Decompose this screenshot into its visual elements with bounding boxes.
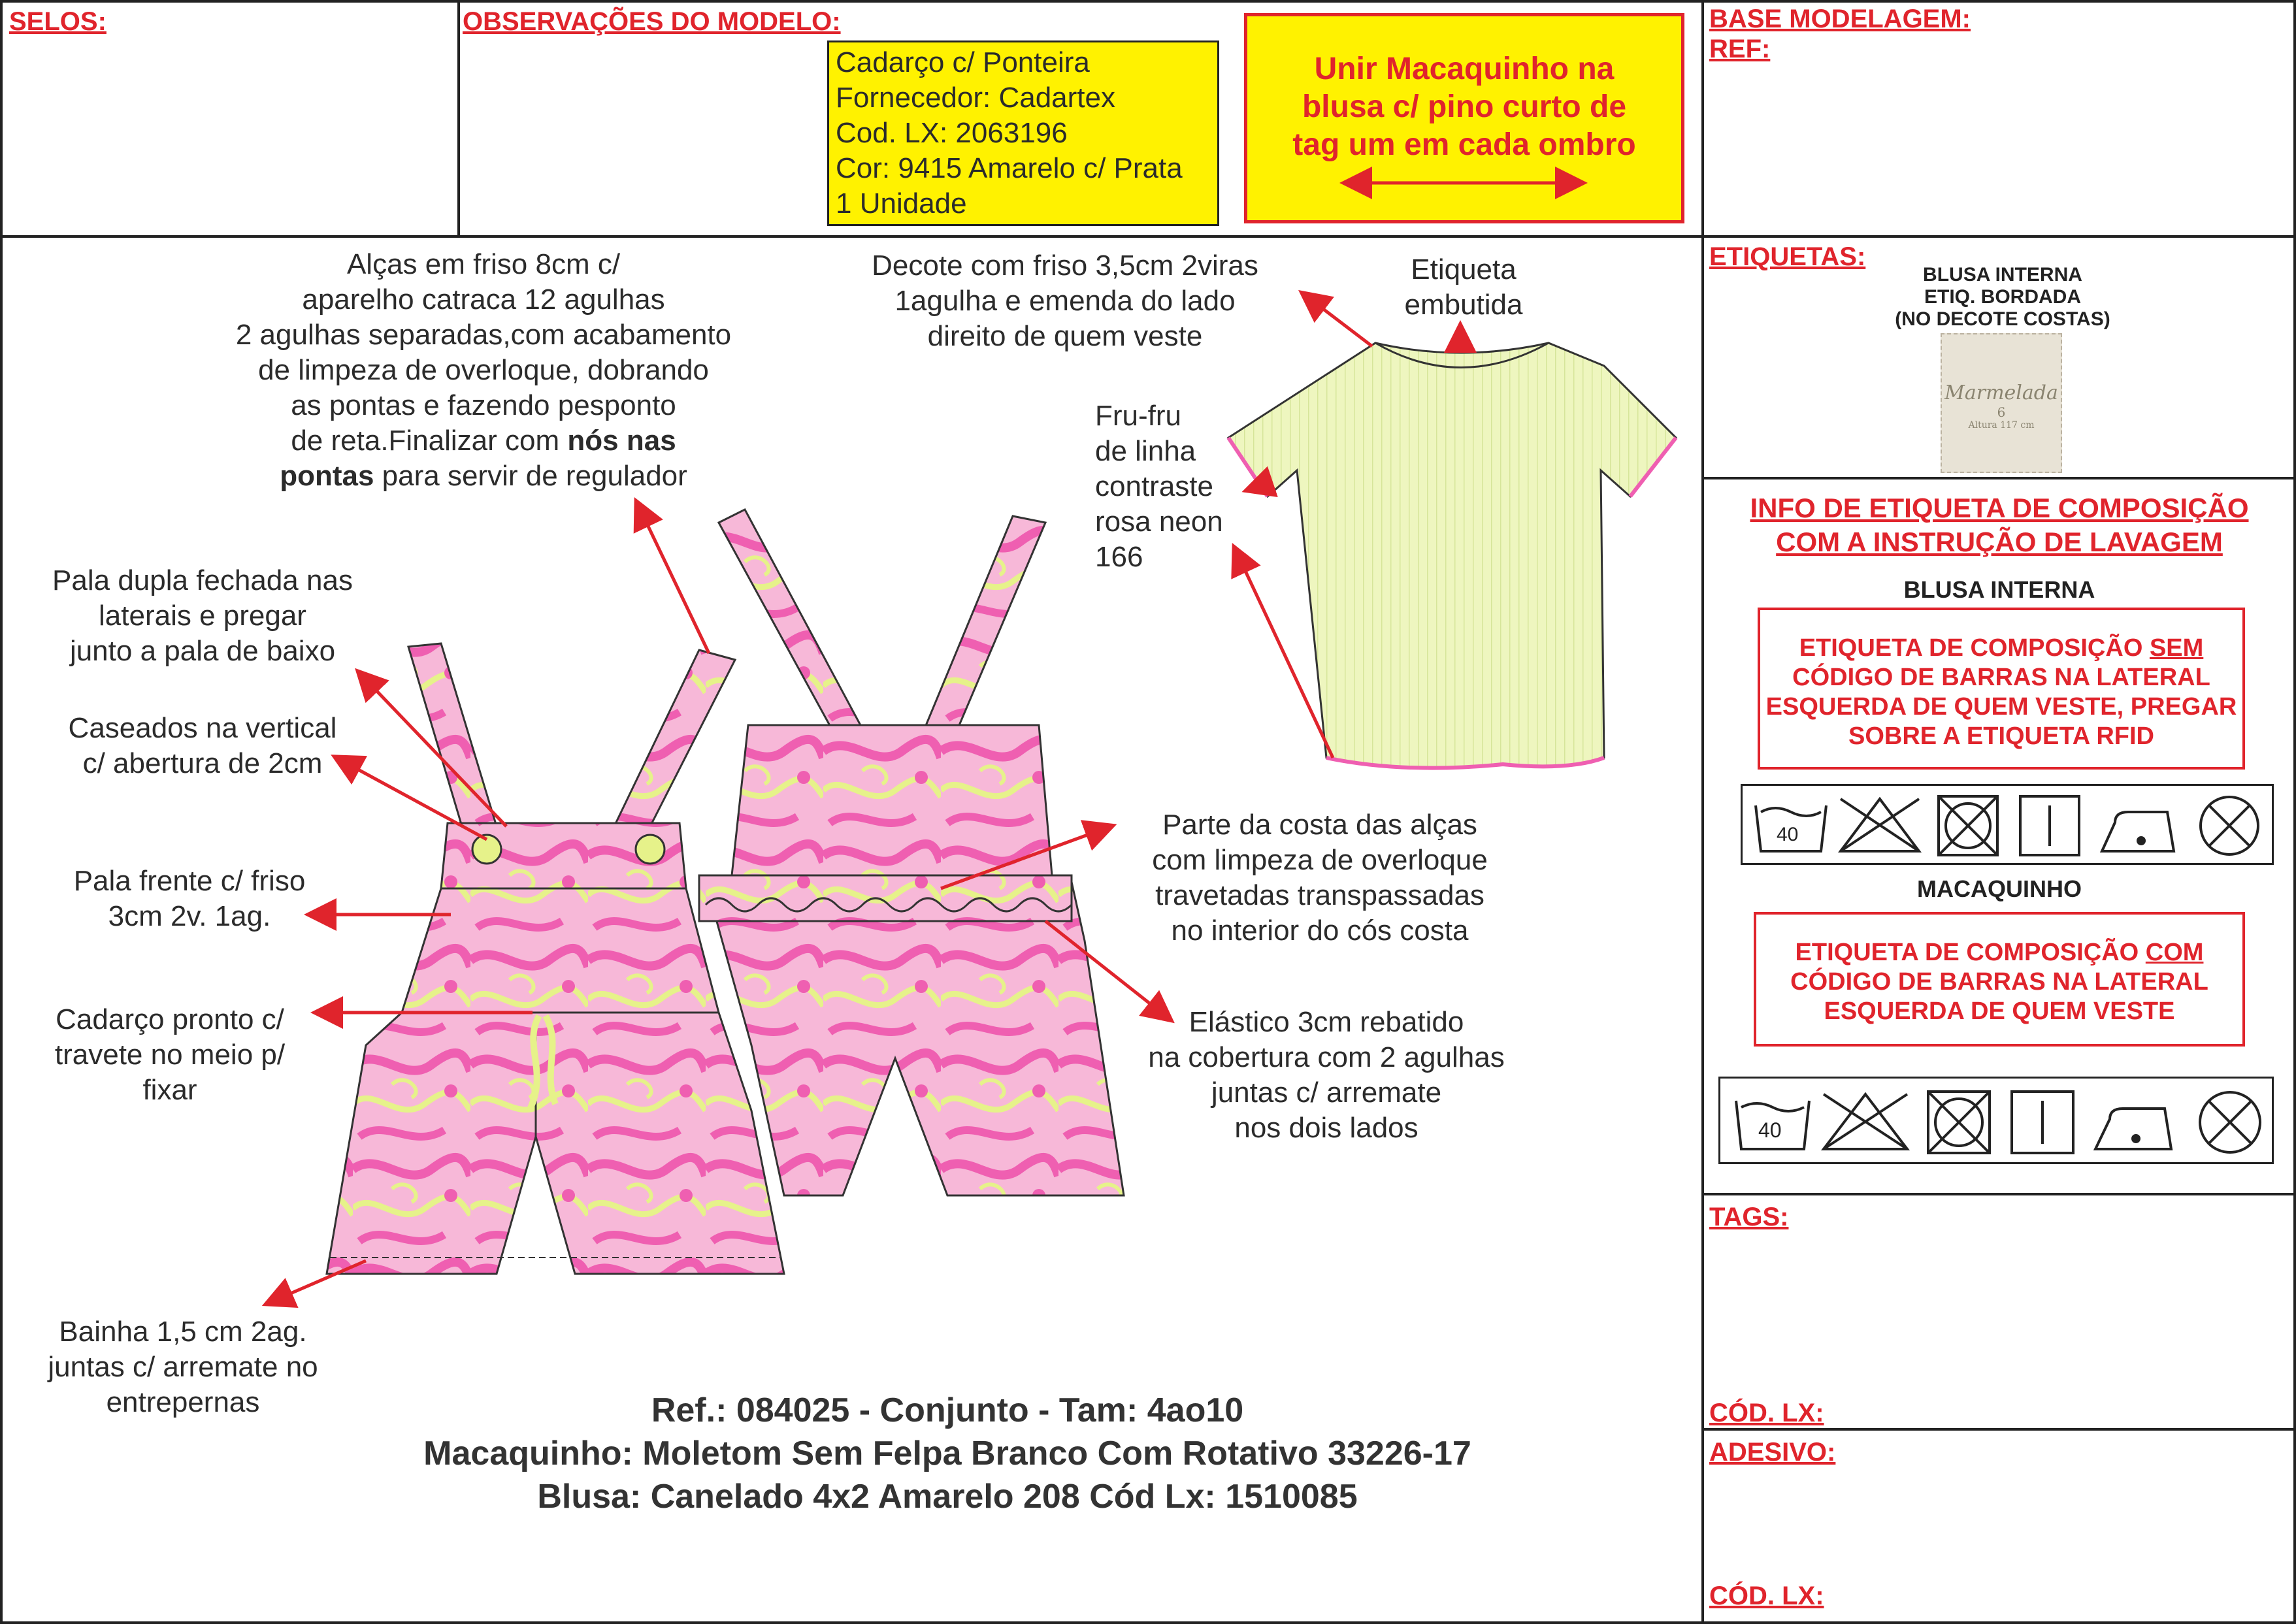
romper-front-view [327, 643, 784, 1274]
supplier-line: Fornecedor: Cadartex [836, 82, 1115, 114]
iron-icon [2102, 812, 2174, 851]
elastico-line: juntas c/ arremate [1211, 1077, 1442, 1109]
product-title-block [261, 1389, 1633, 1518]
info-title-line: INFO DE ETIQUETA DE COMPOSIÇÃO [1750, 493, 2249, 523]
supplier-line: Cor: 9415 Amarelo c/ Prata [836, 152, 1183, 184]
alcas-bold-2: pontas [280, 460, 374, 492]
label-desc-line: (NO DECOTE COSTAS) [1895, 308, 2110, 330]
costa-alcas-line: Parte da costa das alças [1162, 809, 1477, 841]
selos-header: SELOS: [9, 7, 107, 36]
alcas-note [196, 247, 771, 494]
tags-header: TAGS: [1709, 1203, 1789, 1231]
alcas-line: 2 agulhas separadas,com acabamento [235, 319, 732, 351]
supplier-line: Cod. LX: 2063196 [836, 117, 1068, 149]
cod-lx-1: CÓD. LX: [1709, 1399, 1824, 1427]
blusa-care-symbols [1741, 784, 2274, 865]
costa-alcas-line: com limpeza de overloque [1152, 844, 1488, 876]
decote-line: Decote com friso 3,5cm 2viras [872, 250, 1258, 282]
care-symbols-svg [1743, 786, 2276, 867]
supplier-line: Cadarço c/ Ponteira [836, 46, 1090, 78]
costa-alcas-note [1111, 807, 1529, 949]
pala-dupla-line: junto a pala de baixo [69, 635, 336, 667]
blusa-box-line: ESQUERDA DE QUEM VESTE, PREGAR [1765, 693, 2237, 721]
elastico-line: nos dois lados [1234, 1112, 1419, 1144]
macaquinho-heading: MACAQUINHO [1917, 875, 2082, 902]
etiquetas-header: ETIQUETAS: [1709, 242, 1866, 271]
bainha-line: juntas c/ arremate no [48, 1351, 318, 1383]
pala-frente-note [52, 864, 327, 934]
alcas-bold-1: nós nas [567, 425, 676, 457]
decote-line: 1agulha e emenda do lado [894, 285, 1236, 317]
etiqueta-line: embutida [1404, 289, 1523, 321]
cod-lx-2: CÓD. LX: [1709, 1582, 1824, 1610]
svg-text:40: 40 [1777, 824, 1799, 845]
observacoes-header: OBSERVAÇÕES DO MODELO: [463, 7, 841, 36]
caseados-line: c/ abertura de 2cm [82, 747, 323, 779]
macaquinho-box-line: ESQUERDA DE QUEM VESTE [1824, 998, 2175, 1025]
macaquinho-care-symbols [1718, 1077, 2274, 1164]
elastico-note [1124, 1005, 1529, 1146]
cadarco-note [20, 1002, 320, 1108]
macaquinho-composition-box [1754, 912, 2245, 1047]
info-title-line: COM A INSTRUÇÃO DE LAVAGEM [1776, 527, 2223, 557]
label-desc-line: BLUSA INTERNA [1923, 264, 2082, 285]
pala-dupla-note [13, 563, 392, 669]
blusa-interna-heading: BLUSA INTERNA [1903, 576, 2095, 603]
alcas-line: aparelho catraca 12 agulhas [302, 284, 665, 316]
elastico-line: na cobertura com 2 agulhas [1148, 1041, 1505, 1073]
supplier-line: 1 Unidade [836, 187, 967, 219]
product-ref-line: Ref.: 084025 - Conjunto - Tam: 4ao10 [651, 1391, 1244, 1429]
etiqueta-line: Etiqueta [1411, 253, 1517, 285]
embroidered-label-image [1941, 333, 2062, 473]
alcas-line: de limpeza de overloque, dobrando [258, 354, 709, 386]
costa-alcas-line: no interior do cós costa [1171, 915, 1469, 947]
decote-note [856, 248, 1274, 354]
frufru-line: 166 [1095, 541, 1143, 573]
frufru-line: rosa neon [1095, 506, 1223, 538]
shirt-view [1228, 343, 1676, 768]
adesivo-header: ADESIVO: [1709, 1438, 1836, 1467]
pala-frente-line: 3cm 2v. 1ag. [108, 900, 271, 932]
base-modelagem-header: BASE MODELAGEM: [1709, 5, 1971, 33]
macaquinho-box-line: CÓDIGO DE BARRAS NA LATERAL [1790, 968, 2208, 996]
alcas-line-5: de reta.Finalizar com nós nas [291, 425, 676, 457]
cadarco-line: travete no meio p/ [54, 1039, 286, 1071]
costa-alcas-line: travetadas transpassadas [1155, 879, 1484, 911]
blusa-box-line: SOBRE A ETIQUETA RFID [1848, 723, 2154, 750]
product-shirt-line: Blusa: Canelado 4x2 Amarelo 208 Cód Lx: 1510085 [537, 1478, 1358, 1516]
blusa-composition-box [1758, 608, 2245, 770]
ref-header: REF: [1709, 35, 1771, 63]
blusa-box-line-1: ETIQUETA DE COMPOSIÇÃO SEM [1799, 634, 2204, 662]
frufru-line: Fru-fru [1095, 400, 1181, 432]
pala-frente-line: Pala frente c/ friso [73, 865, 306, 897]
label-desc-line: ETIQ. BORDADA [1924, 286, 2081, 308]
cadarco-line: Cadarço pronto c/ [56, 1003, 284, 1035]
sem-highlight: SEM [2149, 634, 2204, 662]
caseados-note [26, 711, 379, 781]
etiqueta-note [1379, 252, 1549, 323]
caseados-line: Caseados na vertical [68, 712, 337, 744]
label-description [1856, 264, 2150, 331]
com-highlight: COM [2145, 939, 2204, 966]
blusa-box-line: CÓDIGO DE BARRAS NA LATERAL [1792, 664, 2210, 691]
join-note-line: blusa c/ pino curto de [1302, 89, 1627, 124]
care-symbols-svg-2 [1720, 1079, 2276, 1166]
label-brand: Marmelada [1944, 382, 2058, 404]
iron-icon [2095, 1109, 2171, 1149]
macaquinho-box-line-1: ETIQUETA DE COMPOSIÇÃO COM [1795, 939, 2204, 966]
decote-line: direito de quem veste [927, 320, 1203, 352]
pala-dupla-line: Pala dupla fechada nas [52, 564, 353, 596]
svg-text:40: 40 [1758, 1118, 1782, 1142]
frufru-line: contraste [1095, 470, 1213, 502]
frufru-line: de linha [1095, 435, 1196, 467]
alcas-line-6: pontas para servir de regulador [280, 460, 687, 492]
elastico-line: Elástico 3cm rebatido [1189, 1006, 1464, 1038]
alcas-line: as pontas e fazendo pesponto [291, 389, 676, 421]
cadarco-line: fixar [142, 1074, 197, 1106]
label-small-text: Altura 117 cm [1968, 420, 2035, 430]
frufru-note [1095, 398, 1223, 575]
romper-back-view [699, 510, 1124, 1195]
info-composition-title [1712, 491, 2287, 559]
join-note-line: tag um em cada ombro [1292, 127, 1636, 162]
join-note-line: Unir Macaquinho na [1314, 52, 1615, 86]
bainha-line: Bainha 1,5 cm 2ag. [59, 1316, 307, 1348]
pala-dupla-line: laterais e pregar [99, 600, 306, 632]
bainha-line: entrepernas [106, 1386, 260, 1418]
product-material-line: Macaquinho: Moletom Sem Felpa Branco Com Rotativo 33226-17 [423, 1435, 1471, 1472]
label-size: 6 [1997, 404, 2006, 420]
alcas-line: Alças em friso 8cm c/ [346, 248, 621, 280]
